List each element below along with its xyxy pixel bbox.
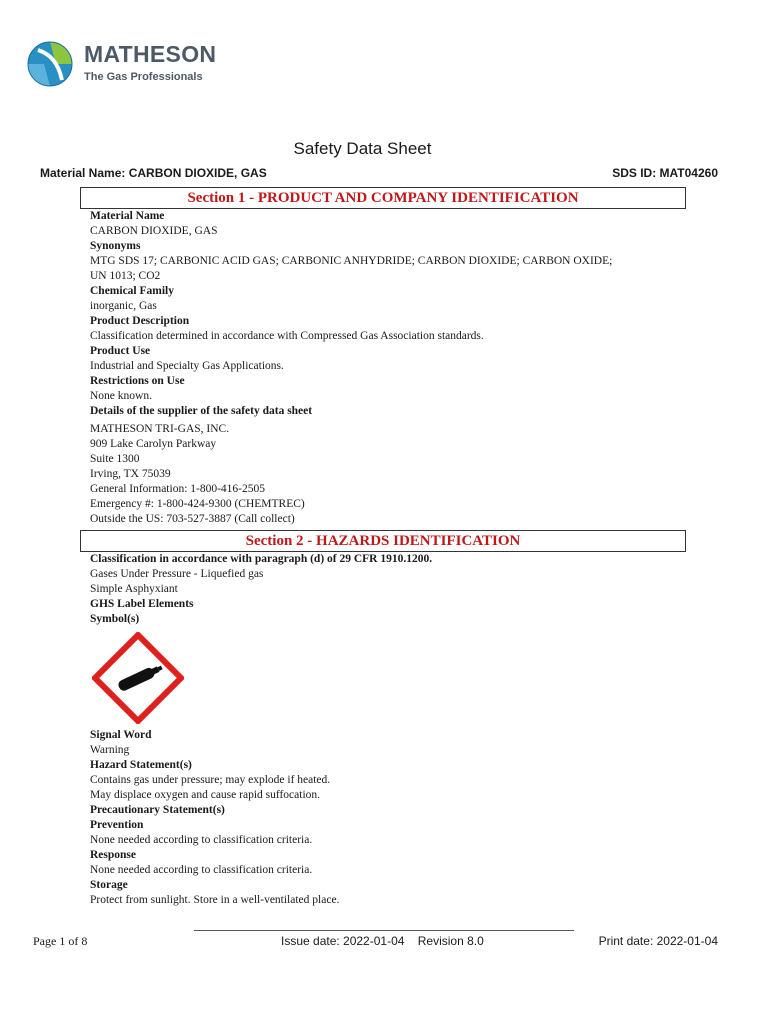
hazard-statement-1: Contains gas under pressure; may explode if heated. — [90, 774, 331, 786]
gas-cylinder-pictogram-icon — [92, 632, 184, 724]
section-2-header — [80, 530, 686, 552]
brand-tagline: The Gas Professionals — [84, 71, 203, 83]
supplier-heading: Details of the supplier of the safety data sheet — [90, 405, 313, 417]
classification-line-2: Simple Asphyxiant — [90, 583, 178, 595]
supplier-line: MATHESON TRI-GAS, INC. — [90, 423, 230, 435]
ghs-label-heading: GHS Label Elements — [90, 598, 194, 610]
material-name-heading: Material Name — [90, 210, 165, 222]
company-logo — [26, 40, 226, 100]
print-date: Print date: 2022-01-04 — [598, 934, 718, 948]
material-name-value: CARBON DIOXIDE, GAS — [90, 225, 218, 237]
synonyms-line-2: UN 1013; CO2 — [90, 270, 161, 282]
supplier-line: 909 Lake Carolyn Parkway — [90, 438, 217, 450]
symbols-heading: Symbol(s) — [90, 613, 140, 625]
classification-line-1: Gases Under Pressure - Liquefied gas — [90, 568, 264, 580]
supplier-line: Suite 1300 — [90, 453, 140, 465]
footer-rule — [194, 930, 574, 931]
prevention-heading: Prevention — [90, 819, 144, 831]
section-1-title: Section 1 - PRODUCT AND COMPANY IDENTIFICATION — [187, 190, 579, 206]
supplier-line: Irving, TX 75039 — [90, 468, 171, 480]
storage-value: Protect from sunlight. Store in a well-ventilated place. — [90, 894, 340, 906]
supplier-line: General Information: 1-800-416-2505 — [90, 483, 266, 495]
issue-date: Issue date: 2022-01-04 Revision 8.0 — [281, 934, 484, 948]
restrictions-value: None known. — [90, 390, 152, 402]
precautionary-heading: Precautionary Statement(s) — [90, 804, 225, 816]
document-title: Safety Data Sheet — [293, 139, 432, 158]
synonyms-line-1: MTG SDS 17; CARBONIC ACID GAS; CARBONIC ANHYDRIDE; CARBON DIOXIDE; CARBON OXIDE; — [90, 255, 613, 267]
chemical-family-heading: Chemical Family — [90, 285, 174, 297]
material-name-header: Material Name: CARBON DIOXIDE, GAS — [40, 166, 267, 180]
supplier-line: Emergency #: 1-800-424-9300 (CHEMTREC) — [90, 498, 305, 510]
chemical-family-value: inorganic, Gas — [90, 300, 157, 312]
hazard-statement-2: May displace oxygen and cause rapid suffocation. — [90, 789, 321, 801]
brand-name: MATHESON — [84, 41, 217, 67]
section-2-title: Section 2 - HAZARDS IDENTIFICATION — [245, 533, 521, 549]
section-1-body — [90, 209, 690, 527]
response-heading: Response — [90, 849, 137, 861]
section-2-body-bottom — [90, 728, 690, 908]
signal-word-value: Warning — [90, 744, 130, 756]
storage-heading: Storage — [90, 879, 128, 891]
restrictions-heading: Restrictions on Use — [90, 375, 185, 387]
hazard-statements-heading: Hazard Statement(s) — [90, 759, 192, 771]
product-use-heading: Product Use — [90, 345, 151, 357]
section-2-body-top — [90, 552, 690, 627]
page-number: Page 1 of 8 — [33, 934, 88, 948]
classification-heading: Classification in accordance with paragraph (d) of 29 CFR 1910.1200. — [90, 553, 433, 565]
section-1-header — [80, 187, 686, 209]
response-value: None needed according to classification criteria. — [90, 864, 313, 876]
supplier-line: Outside the US: 703-527-3887 (Call collect) — [90, 513, 295, 525]
product-use-value: Industrial and Specialty Gas Applications. — [90, 360, 284, 372]
product-description-heading: Product Description — [90, 315, 190, 327]
prevention-value: None needed according to classification criteria. — [90, 834, 313, 846]
matheson-globe-icon — [26, 40, 74, 88]
sds-id: SDS ID: MAT04260 — [612, 166, 718, 180]
signal-word-heading: Signal Word — [90, 729, 152, 741]
synonyms-heading: Synonyms — [90, 240, 141, 252]
product-description-value: Classification determined in accordance with Compressed Gas Association standards. — [90, 330, 484, 342]
